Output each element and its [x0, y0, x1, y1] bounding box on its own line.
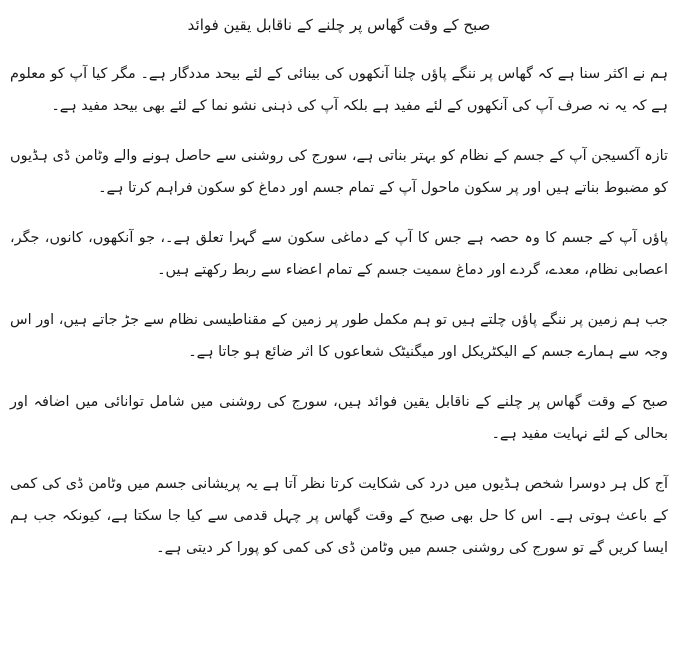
paragraph-6: آج کل ہر دوسرا شخص ہڈیوں میں درد کی شکایت کرتا نظر آتا ہے یہ پریشانی جسم میں وٹامن ڈی کی کمی کے باعث ہوتی ہے۔ اس کا حل بھی صبح کے وقت گھاس پر چہل قدمی سے کیا جا سکتا ہے، کیونکہ جب ہم ایسا کریں گے تو سورج کی روشنی جسم میں وٹامن ڈی کی کمی کو پورا کر دیتی ہے۔ — [10, 476, 668, 556]
article — [10, 14, 668, 582]
paragraph-3: پاؤں آپ کے جسم کا وہ حصہ ہے جس کا آپ کے دماغی سکون سے گہرا تعلق ہے۔، جو آنکھوں، کانوں، جگر، اعصابی نظام، معدے، گردے اور دماغ سمیت جسم کے تمام اعضاء سے ربط رکھتے ہیں۔ — [10, 230, 668, 278]
article-title: صبح کے وقت گھاس پر چلنے کے ناقابل یقین فوائد — [187, 16, 491, 34]
paragraph-5: صبح کے وقت گھاس پر چلنے کے ناقابل یقین فوائد ہیں، سورج کی روشنی میں شامل توانائی میں اضافہ اور بحالی کے لئے نہایت مفید ہے۔ — [10, 394, 668, 442]
paragraph-4: جب ہم زمین پر ننگے پاؤں چلتے ہیں تو ہم مکمل طور پر زمین کے مقناطیسی نظام سے جڑ جاتے ہیں، اور اس وجہ سے ہمارے جسم کے الیکٹریکل اور میگنیٹک شعاعوں کا اثر ضائع ہو جاتا ہے۔ — [10, 312, 668, 360]
paragraph-1: ہم نے اکثر سنا ہے کہ گھاس پر ننگے پاؤں چلنا آنکھوں کی بینائی کے لئے بیحد مددگار ہے۔ مگر کیا آپ کو معلوم ہے کہ یہ نہ صرف آپ کی آنکھوں کے لئے مفید ہے بلکہ آپ کی ذہنی نشو نما کے لئے بھی بیحد مفید ہے۔ — [10, 66, 668, 114]
paragraph-2: تازہ آکسیجن آپ کے جسم کے نظام کو بہتر بناتی ہے، سورج کی روشنی سے حاصل ہونے والے وٹامن ڈی ہڈیوں کو مضبوط بناتے ہیں اور پر سکون ماحول آپ کے تمام جسم اور دماغ کو سکون فراہم کرتا ہے۔ — [10, 148, 668, 196]
